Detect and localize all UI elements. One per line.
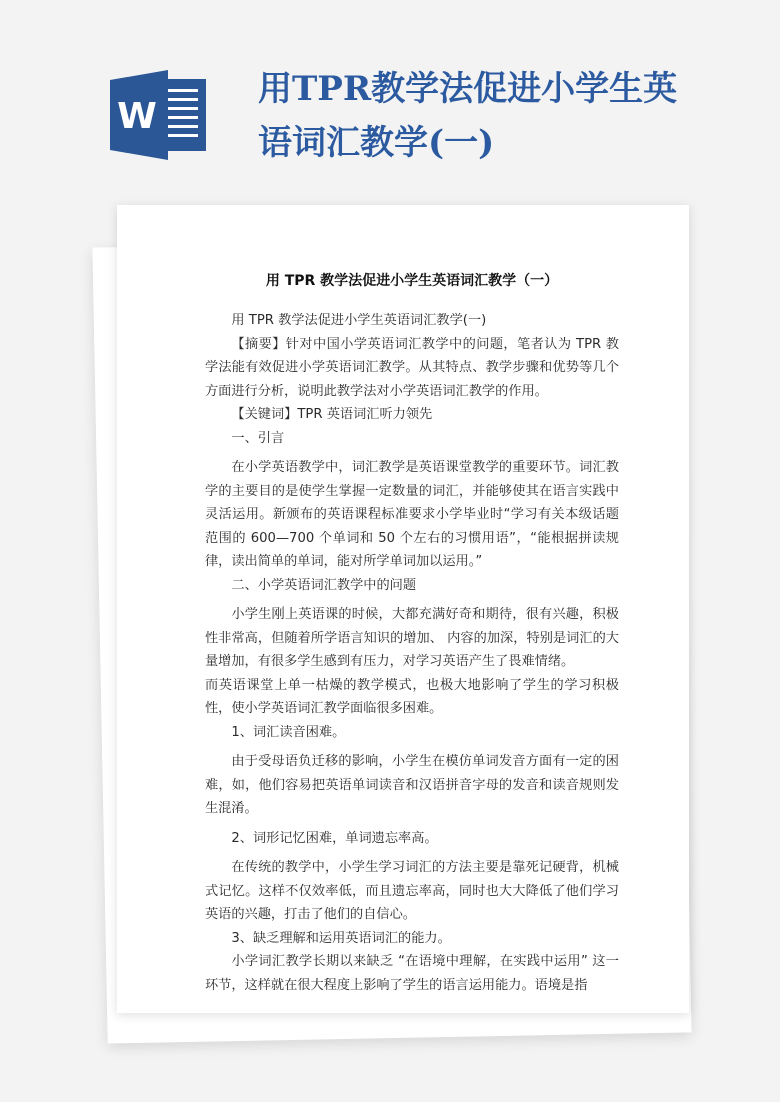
paragraph-problems-2: 而英语课堂上单一枯燥的教学模式，也极大地影响了学生的学习积极性，使小学英语词汇教学面临很多困难。 — [205, 677, 619, 716]
paragraph-abstract: 【摘要】针对中国小学英语词汇教学中的问题，笔者认为 TPR 教学法能有效促进小学英语词汇教学。从其特点、教学步骤和优势等几个方面进行分析，说明此教学法对小学英语词汇教学的作用。 — [205, 336, 619, 399]
title-line-1: 用TPR教学法促进小学生英 — [258, 69, 678, 109]
paragraph-usage: 小学词汇教学长期以来缺乏 “在语境中理解，在实践中运用” 这一环节，这样就在很大程度上影响了学生的语言运用能力。语境是指 — [205, 954, 619, 993]
page-content — [205, 267, 619, 997]
paragraph-pronunciation: 由于受母语负迁移的影响，小学生在模仿单词发音方面有一定的困难，如，他们容易把英语单词读音和汉语拼音字母的发音和读音规则发生混淆。 — [205, 754, 619, 816]
page-heading: 用 TPR 教学法促进小学生英语词汇教学（一） — [265, 273, 559, 289]
document-page — [117, 205, 689, 1013]
paragraph-memory: 在传统的教学中，小学生学习词汇的方法主要是靠死记硬背，机械式记忆。这样不仅效率低，而且遗忘率高，同时也大大降低了他们学习英语的兴趣，打击了他们的自信心。 — [205, 860, 619, 922]
subheading-pronunciation: 1、词汇读音困难。 — [231, 724, 346, 740]
word-document-icon — [110, 70, 208, 160]
document-title — [258, 62, 678, 170]
section-heading-intro: 一、引言 — [231, 430, 285, 446]
header — [0, 0, 780, 190]
subheading-usage: 3、缺乏理解和运用英语词汇的能力。 — [231, 930, 451, 946]
paragraph-intro: 在小学英语教学中，词汇教学是英语课堂教学的重要环节。词汇教学的主要目的是使学生掌握一定数量的词汇，并能够使其在语言实践中灵活运用。新颁布的英语课程标准要求小学毕业时“学习有关本级话题范围的 600—700 个单词和 50 个左右的习惯用语”，“能根据拼读规律，读出简单的单词，能对所学单词加以运用。” — [205, 460, 619, 569]
paragraph-subtitle: 用 TPR 教学法促进小学生英语词汇教学(一) — [231, 313, 487, 328]
section-heading-problems: 二、小学英语词汇教学中的问题 — [231, 577, 417, 593]
svg-text:W: W — [117, 96, 157, 137]
paragraph-problems-1: 小学生刚上英语课的时候，大都充满好奇和期待，很有兴趣，积极性非常高，但随着所学语言知识的增加、 内容的加深，特别是词汇的大量增加，有很多学生感到有压力，对学习英语产生了畏难情绪。 — [205, 607, 619, 669]
subheading-memory: 2、词形记忆困难，单词遗忘率高。 — [231, 830, 438, 846]
paragraph-keywords: 【关键词】TPR 英语词汇听力领先 — [231, 407, 433, 422]
title-line-2: 语词汇教学(一) — [258, 123, 495, 163]
